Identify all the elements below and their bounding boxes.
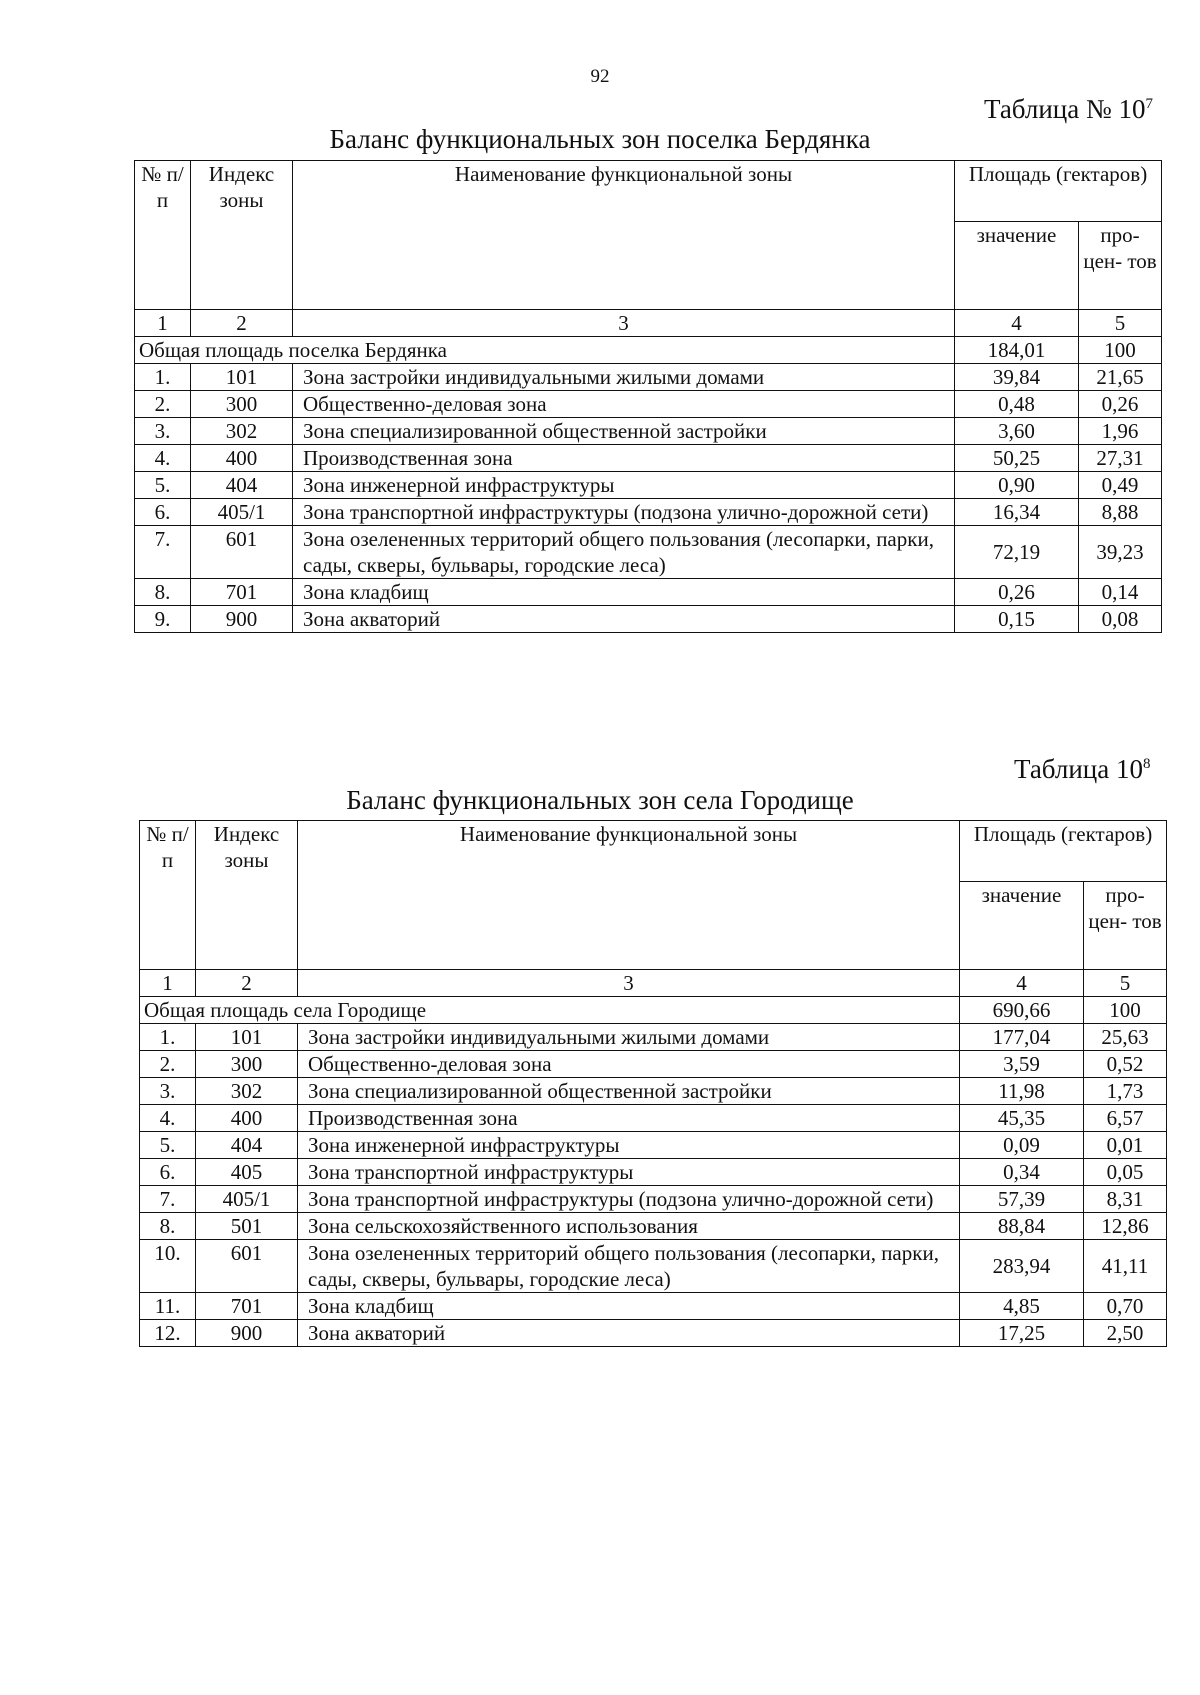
header-number: 4 — [960, 970, 1084, 997]
area-value: 45,35 — [960, 1105, 1084, 1132]
zone-name: Зона специализированной общественной застройки — [293, 418, 955, 445]
zone-name: Зона транспортной инфраструктуры (подзона улично-дорожной сети) — [298, 1186, 960, 1213]
table-row — [135, 445, 1162, 472]
zone-name: Зона транспортной инфраструктуры (подзона улично-дорожной сети) — [293, 499, 955, 526]
zone-name: Зона застройки индивидуальными жилыми домами — [293, 364, 955, 391]
header-number: 5 — [1079, 310, 1162, 337]
area-value: 16,34 — [955, 499, 1079, 526]
table-label — [1014, 754, 1150, 785]
table-title: Баланс функциональных зон поселка Бердянка — [329, 124, 871, 154]
header-col-no: № п/п — [140, 821, 196, 970]
area-percent: 0,26 — [1079, 391, 1162, 418]
area-value: 0,34 — [960, 1159, 1084, 1186]
area-value: 0,90 — [955, 472, 1079, 499]
zone-name: Зона озелененных территорий общего пользования (лесопарки, парки, сады, скверы, бульвары, городские леса) — [298, 1240, 960, 1293]
zone-index: 300 — [191, 391, 293, 418]
table-row — [135, 579, 1162, 606]
table-row — [140, 1051, 1167, 1078]
header-number: 3 — [298, 970, 960, 997]
table-row — [135, 526, 1162, 579]
row-number: 4. — [135, 445, 191, 472]
table-row — [140, 1159, 1167, 1186]
zone-name: Зона кладбищ — [298, 1293, 960, 1320]
table-title: Баланс функциональных зон села Городище — [346, 785, 854, 815]
area-percent: 27,31 — [1079, 445, 1162, 472]
zone-name: Производственная зона — [298, 1105, 960, 1132]
area-value: 0,15 — [955, 606, 1079, 633]
row-number: 8. — [135, 579, 191, 606]
area-percent: 8,31 — [1084, 1186, 1167, 1213]
header-number: 2 — [191, 310, 293, 337]
area-percent: 6,57 — [1084, 1105, 1167, 1132]
zone-name: Зона кладбищ — [293, 579, 955, 606]
area-value: 11,98 — [960, 1078, 1084, 1105]
table-row — [135, 499, 1162, 526]
area-percent: 2,50 — [1084, 1320, 1167, 1347]
zone-index: 404 — [191, 472, 293, 499]
table-label-footnote: 7 — [1145, 96, 1153, 112]
row-number: 5. — [135, 472, 191, 499]
zone-name: Зона акваторий — [293, 606, 955, 633]
area-percent: 12,86 — [1084, 1213, 1167, 1240]
zone-index: 501 — [196, 1213, 298, 1240]
zone-name: Зона акваторий — [298, 1320, 960, 1347]
zone-name: Зона транспортной инфраструктуры — [298, 1159, 960, 1186]
area-value: 50,25 — [955, 445, 1079, 472]
zone-name: Зона инженерной инфраструктуры — [298, 1132, 960, 1159]
area-percent: 0,52 — [1084, 1051, 1167, 1078]
row-number: 7. — [140, 1186, 196, 1213]
area-percent: 41,11 — [1084, 1240, 1167, 1293]
area-percent: 0,01 — [1084, 1132, 1167, 1159]
zone-index: 701 — [196, 1293, 298, 1320]
header-number: 4 — [955, 310, 1079, 337]
row-number: 11. — [140, 1293, 196, 1320]
header-col-name: Наименование функциональной зоны — [298, 821, 960, 970]
area-value: 3,59 — [960, 1051, 1084, 1078]
table-body — [140, 1024, 1167, 1347]
area-value: 88,84 — [960, 1213, 1084, 1240]
zone-name: Зона инженерной инфраструктуры — [293, 472, 955, 499]
table-label-text: Таблица 10 — [1014, 754, 1143, 784]
total-percent: 100 — [1084, 997, 1167, 1024]
page-number: 92 — [590, 66, 610, 87]
row-number: 2. — [135, 391, 191, 418]
area-value: 177,04 — [960, 1024, 1084, 1051]
zone-index: 300 — [196, 1051, 298, 1078]
row-number: 7. — [135, 526, 191, 579]
table-row — [140, 1293, 1167, 1320]
zone-index: 405 — [196, 1159, 298, 1186]
row-number: 3. — [135, 418, 191, 445]
zone-index: 400 — [191, 445, 293, 472]
area-percent: 21,65 — [1079, 364, 1162, 391]
row-number: 9. — [135, 606, 191, 633]
area-value: 39,84 — [955, 364, 1079, 391]
table-label-text: Таблица № 10 — [984, 94, 1146, 124]
area-percent: 0,70 — [1084, 1293, 1167, 1320]
zone-index: 601 — [191, 526, 293, 579]
table-row — [140, 1213, 1167, 1240]
table-header — [135, 161, 1162, 364]
total-label: Общая площадь села Городище — [140, 997, 960, 1024]
header-col-value: значение — [960, 882, 1084, 970]
total-value: 184,01 — [955, 337, 1079, 364]
zone-name: Общественно-деловая зона — [298, 1051, 960, 1078]
table-row — [140, 1240, 1167, 1293]
total-percent: 100 — [1079, 337, 1162, 364]
row-number: 3. — [140, 1078, 196, 1105]
area-percent: 1,96 — [1079, 418, 1162, 445]
table-header — [140, 821, 1167, 1024]
area-percent: 0,49 — [1079, 472, 1162, 499]
area-value: 57,39 — [960, 1186, 1084, 1213]
zone-index: 701 — [191, 579, 293, 606]
row-number: 6. — [140, 1159, 196, 1186]
header-col-value: значение — [955, 222, 1079, 310]
table-row — [140, 1105, 1167, 1132]
area-percent: 0,05 — [1084, 1159, 1167, 1186]
zone-index: 405/1 — [196, 1186, 298, 1213]
zone-index: 900 — [196, 1320, 298, 1347]
zone-index: 101 — [191, 364, 293, 391]
table-row — [135, 606, 1162, 633]
area-value: 4,85 — [960, 1293, 1084, 1320]
table-row — [140, 1186, 1167, 1213]
header-number: 1 — [140, 970, 196, 997]
area-value: 0,09 — [960, 1132, 1084, 1159]
row-number: 1. — [135, 364, 191, 391]
balance-table — [134, 160, 1162, 633]
header-col-no: № п/п — [135, 161, 191, 310]
area-percent: 0,14 — [1079, 579, 1162, 606]
area-percent: 8,88 — [1079, 499, 1162, 526]
row-number: 2. — [140, 1051, 196, 1078]
area-value: 17,25 — [960, 1320, 1084, 1347]
zone-index: 404 — [196, 1132, 298, 1159]
header-col-percent: про- цен- тов — [1084, 882, 1167, 970]
balance-table — [139, 820, 1167, 1347]
zone-index: 101 — [196, 1024, 298, 1051]
row-number: 4. — [140, 1105, 196, 1132]
total-value: 690,66 — [960, 997, 1084, 1024]
header-number: 2 — [196, 970, 298, 997]
area-percent: 39,23 — [1079, 526, 1162, 579]
zone-index: 405/1 — [191, 499, 293, 526]
zone-index: 400 — [196, 1105, 298, 1132]
header-number: 3 — [293, 310, 955, 337]
area-value: 0,48 — [955, 391, 1079, 418]
header-col-area: Площадь (гектаров) — [960, 821, 1167, 882]
area-percent: 25,63 — [1084, 1024, 1167, 1051]
header-col-percent: про- цен- тов — [1079, 222, 1162, 310]
header-col-index: Индекс зоны — [196, 821, 298, 970]
zone-name: Общественно-деловая зона — [293, 391, 955, 418]
table-row — [135, 418, 1162, 445]
table-row — [140, 1078, 1167, 1105]
header-col-area: Площадь (гектаров) — [955, 161, 1162, 222]
area-value: 3,60 — [955, 418, 1079, 445]
area-percent: 0,08 — [1079, 606, 1162, 633]
row-number: 6. — [135, 499, 191, 526]
table-row — [140, 1132, 1167, 1159]
area-percent: 1,73 — [1084, 1078, 1167, 1105]
area-value: 72,19 — [955, 526, 1079, 579]
header-col-name: Наименование функциональной зоны — [293, 161, 955, 310]
header-number: 1 — [135, 310, 191, 337]
zone-name: Зона сельскохозяйственного использования — [298, 1213, 960, 1240]
row-number: 10. — [140, 1240, 196, 1293]
zone-index: 302 — [196, 1078, 298, 1105]
area-value: 283,94 — [960, 1240, 1084, 1293]
table-row — [140, 1320, 1167, 1347]
header-number: 5 — [1084, 970, 1167, 997]
zone-name: Зона застройки индивидуальными жилыми домами — [298, 1024, 960, 1051]
row-number: 5. — [140, 1132, 196, 1159]
table-label-footnote: 8 — [1142, 756, 1151, 772]
table-body — [135, 364, 1162, 633]
zone-index: 601 — [196, 1240, 298, 1293]
zone-name: Зона специализированной общественной застройки — [298, 1078, 960, 1105]
table-row — [135, 472, 1162, 499]
table-row — [135, 364, 1162, 391]
row-number: 1. — [140, 1024, 196, 1051]
row-number: 8. — [140, 1213, 196, 1240]
table-row — [135, 391, 1162, 418]
zone-name: Зона озелененных территорий общего пользования (лесопарки, парки, сады, скверы, бульвары, городские леса) — [293, 526, 955, 579]
header-col-index: Индекс зоны — [191, 161, 293, 310]
area-value: 0,26 — [955, 579, 1079, 606]
row-number: 12. — [140, 1320, 196, 1347]
total-label: Общая площадь поселка Бердянка — [135, 337, 955, 364]
table-row — [140, 1024, 1167, 1051]
zone-name: Производственная зона — [293, 445, 955, 472]
table-label — [984, 94, 1153, 125]
zone-index: 302 — [191, 418, 293, 445]
zone-index: 900 — [191, 606, 293, 633]
